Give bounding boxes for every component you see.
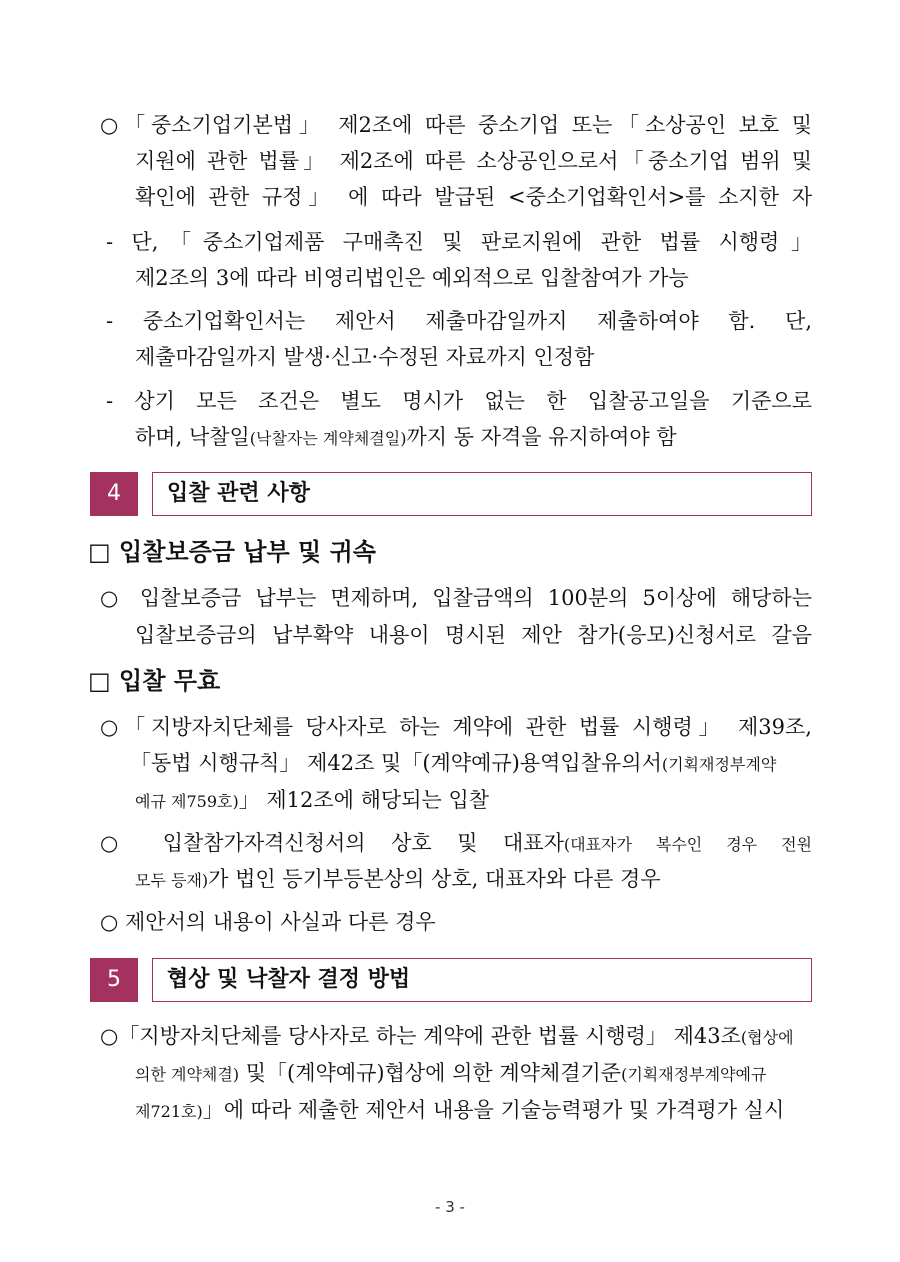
dash-nonprofit-line2: 제2조의 3에 따라 비영리법인은 예외적으로 입찰참여가 가능	[135, 266, 689, 290]
negotiation-text-b: 및「(계약예규)협상에 의한 계약체결기준	[239, 1061, 622, 1085]
invalid-bid-b2-note-b: 모두 등재)	[135, 871, 209, 890]
page-number: - 3 -	[435, 1198, 465, 1216]
section-5-title: 협상 및 낙찰자 결정 방법	[152, 958, 812, 1002]
dash-conditions-text-b: 까지 동 자격을 유지하여야 함	[406, 425, 677, 449]
dash-conditions-note: (낙찰자는 계약체결일)	[249, 429, 407, 448]
negotiation-line3	[135, 1095, 784, 1127]
dash-conditions-line2	[135, 422, 677, 454]
negotiation-note-c: (기획재정부계약예규	[621, 1065, 767, 1084]
invalid-bid-b1-line2	[130, 748, 776, 780]
bullet-sme-line1: ○「중소기업기본법」 제2조에 따른 중소기업 또는「소상공인 보호 및	[100, 113, 812, 137]
negotiation-note-d: 제721호)	[135, 1102, 203, 1121]
negotiation-text-c: 」에 따라 제출한 제안서 내용을 기술능력평가 및 가격평가 실시	[202, 1098, 785, 1122]
invalid-bid-b1-text-b: 」 제12조에 해당되는 입찰	[238, 788, 490, 812]
negotiation-note-b: 의한 계약체결)	[135, 1065, 240, 1084]
invalid-bid-b2-note-a: (대표자가 복수인 경우 전원	[563, 835, 812, 854]
negotiation-line2	[135, 1058, 766, 1090]
bullet-sme-line2: 지원에 관한 법률」 제2조에 따른 소상공인으로서「중소기업 범위 및	[135, 149, 812, 173]
negotiation-note-a: (협상에	[740, 1028, 794, 1047]
section-4-heading	[90, 472, 812, 516]
negotiation-line1	[100, 1021, 794, 1053]
bid-bond-line2: 입찰보증금의 납부확약 내용이 명시된 제안 참가(응모)신청서로 갈음	[135, 623, 812, 647]
invalid-bid-b2-line2	[135, 864, 661, 896]
invalid-bid-b1-text: 「동법 시행규칙」 제42조 및「(계약예규)용역입찰유의서	[130, 751, 662, 775]
dash-conditions-text-a: 하며, 낙찰일	[135, 425, 250, 449]
dash-conditions-line1: - 상기 모든 조건은 별도 명시가 없는 한 입찰공고일을 기준으로	[106, 389, 812, 413]
negotiation-text-a: ○「지방자치단체를 당사자로 하는 계약에 관한 법률 시행령」 제43조	[100, 1024, 741, 1048]
section-5-number: 5	[90, 958, 138, 1002]
bid-bond-line1: ○ 입찰보증금 납부는 면제하며, 입찰금액의 100분의 5이상에 해당하는	[100, 586, 812, 610]
invalid-bid-b2-text: ○ 입찰참가자격신청서의 상호 및 대표자	[100, 831, 564, 855]
dash-certificate-line2: 제출마감일까지 발생·신고·수정된 자료까지 인정함	[135, 345, 595, 369]
bullet-sme-line3: 확인에 관한 규정」 에 따라 발급된 <중소기업확인서>를 소지한 자	[135, 185, 812, 209]
invalid-bid-b1-line3	[135, 785, 489, 817]
dash-nonprofit-line1: - 단,「중소기업제품 구매촉진 및 판로지원에 관한 법률 시행령」	[106, 230, 812, 254]
invalid-bid-b1-note-b: 예규 제759호)	[135, 792, 239, 811]
subheading-bid-bond: □ 입찰보증금 납부 및 귀속	[88, 538, 376, 566]
section-4-title: 입찰 관련 사항	[152, 472, 812, 516]
section-4-number: 4	[90, 472, 138, 516]
section-5-heading	[90, 958, 812, 1002]
dash-certificate-line1: - 중소기업확인서는 제안서 제출마감일까지 제출하여야 함. 단,	[106, 309, 812, 333]
invalid-bid-b2-text-b: 가 법인 등기부등본상의 상호, 대표자와 다른 경우	[208, 867, 661, 891]
invalid-bid-b2-line1	[100, 828, 812, 860]
invalid-bid-b1-line1: ○「지방자치단체를 당사자로 하는 계약에 관한 법률 시행령」 제39조,	[100, 715, 812, 739]
invalid-bid-b1-note-a: (기획재정부계약	[661, 755, 777, 774]
subheading-invalid-bid: □ 입찰 무효	[88, 667, 221, 695]
invalid-bid-b3-line1: ○ 제안서의 내용이 사실과 다른 경우	[100, 910, 436, 934]
